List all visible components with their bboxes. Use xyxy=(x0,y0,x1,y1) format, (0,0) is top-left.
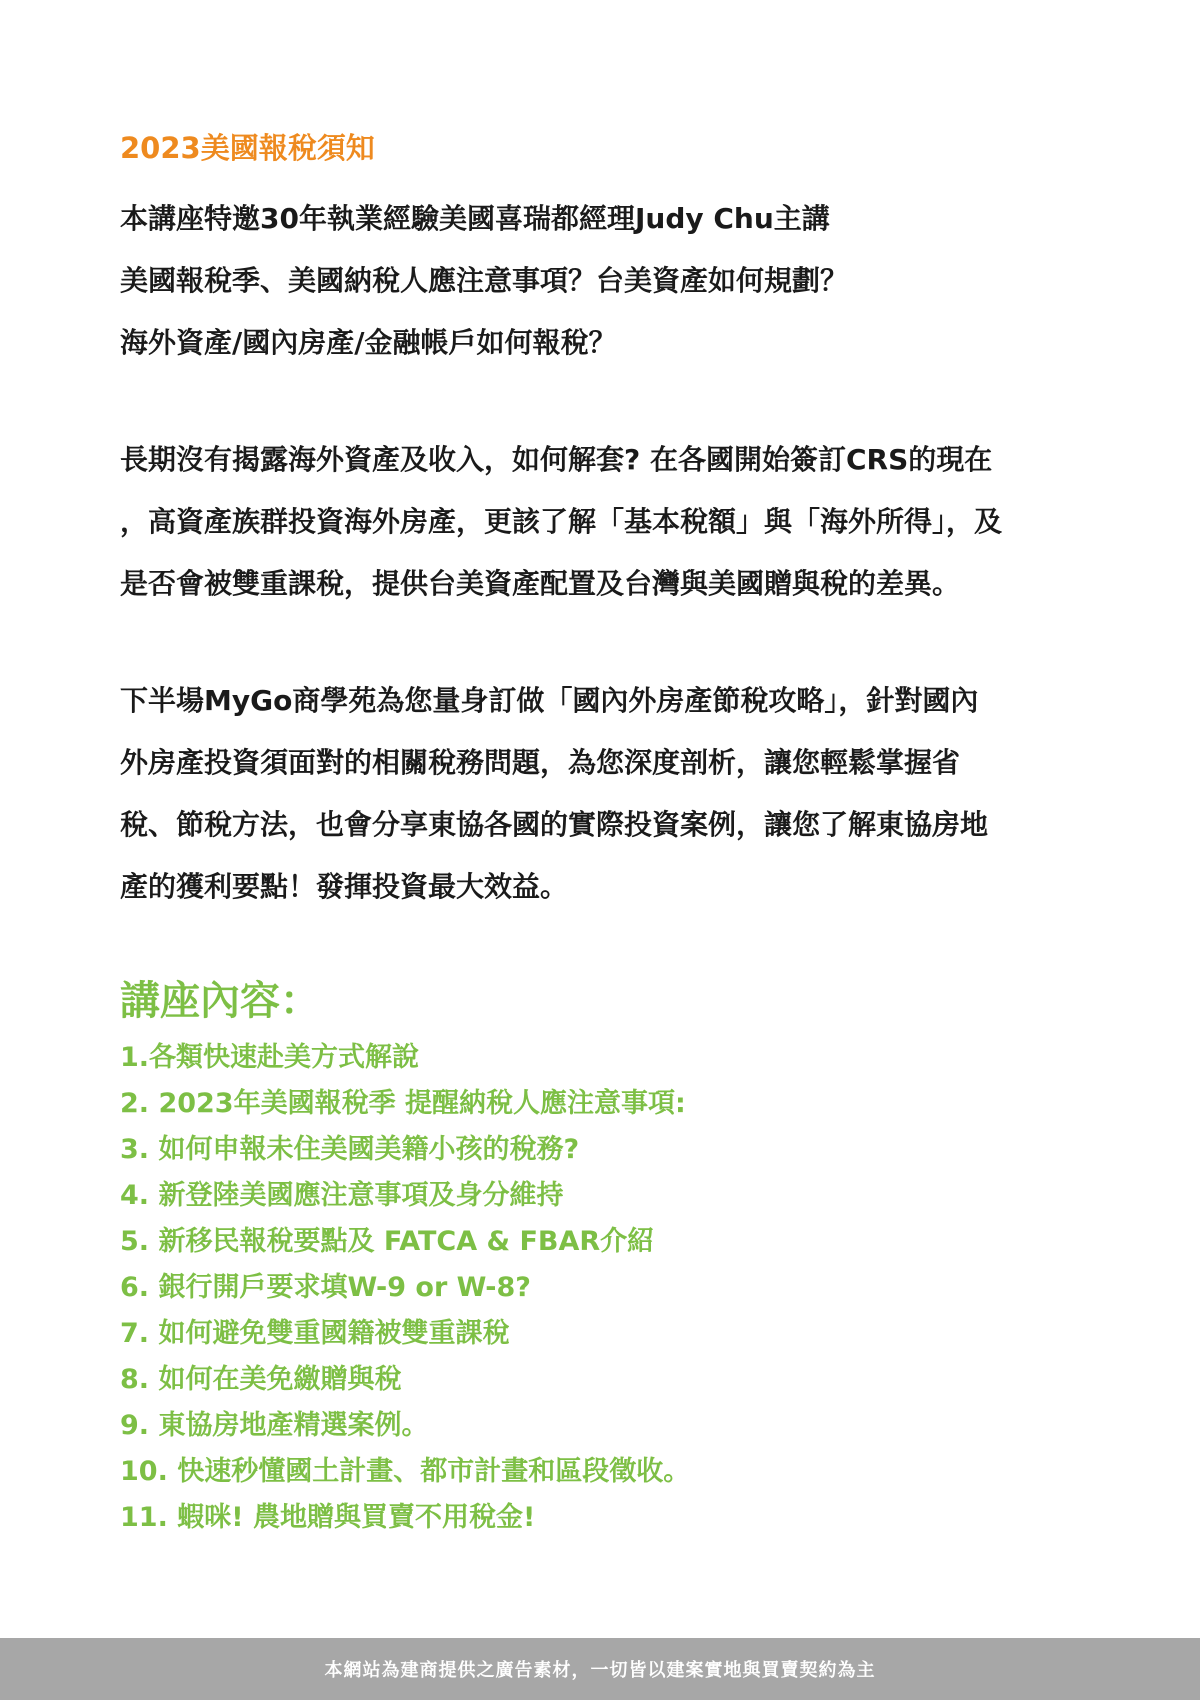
paragraph-line: 外房產投資須面對的相關稅務問題，為您深度剖析，讓您輕鬆掌握省 xyxy=(120,746,961,779)
intro-line: 本講座特邀30年執業經驗美國喜瑞都經理Judy Chu主講 xyxy=(120,202,830,235)
agenda-item: 10. 快速秒懂國土計畫、都市計畫和區段徵收。 xyxy=(120,1456,691,1487)
agenda-item: 9. 東協房地產精選案例。 xyxy=(120,1410,429,1441)
agenda-item: 4. 新登陸美國應注意事項及身分維持 xyxy=(120,1180,564,1211)
paragraph-second-half xyxy=(120,670,1080,918)
agenda-list xyxy=(120,1035,1080,1541)
intro-line: 海外資產/國內房產/金融帳戶如何報稅？ xyxy=(120,326,617,359)
disclaimer-text: 本網站為建商提供之廣告素材，一切皆以建案實地與買賣契約為主 xyxy=(324,1660,876,1681)
agenda-item: 8. 如何在美免繳贈與稅 xyxy=(120,1364,402,1395)
paragraph-line: 稅、節稅方法，也會分享東協各國的實際投資案例，讓您了解東協房地 xyxy=(120,808,989,841)
event-title: 2023美國報稅須知 xyxy=(120,131,375,165)
article-content xyxy=(120,128,1080,1541)
paragraph-offshore-assets xyxy=(120,429,1080,615)
agenda-item: 5. 新移民報稅要點及 FATCA & FBAR介紹 xyxy=(120,1226,655,1257)
paragraph-line: 產的獲利要點！發揮投資最大效益。 xyxy=(120,870,569,903)
intro-block xyxy=(120,188,1080,374)
agenda-item: 11. 蝦咪! 農地贈與買賣不用稅金! xyxy=(120,1502,536,1533)
agenda-heading: 講座內容： xyxy=(120,978,320,1024)
paragraph-line: 長期沒有揭露海外資產及收入，如何解套? 在各國開始簽訂CRS的現在 xyxy=(120,443,993,476)
paragraph-line: 下半場MyGo商學苑為您量身訂做「國內外房產節稅攻略」，針對國內 xyxy=(120,684,979,717)
disclaimer-footer xyxy=(0,1638,1200,1700)
paragraph-line: ，高資產族群投資海外房產，更該了解「基本稅額」與「海外所得」，及 xyxy=(120,505,1003,538)
agenda-item: 1.各類快速赴美方式解說 xyxy=(120,1042,420,1073)
agenda-item: 3. 如何申報未住美國美籍小孩的稅務? xyxy=(120,1134,580,1165)
agenda-item: 2. 2023年美國報稅季 提醒納稅人應注意事項: xyxy=(120,1088,686,1119)
agenda-item: 6. 銀行開戶要求填W-9 or W-8? xyxy=(120,1272,531,1303)
paragraph-line: 是否會被雙重課稅，提供台美資產配置及台灣與美國贈與稅的差異。 xyxy=(120,567,961,600)
agenda-item: 7. 如何避免雙重國籍被雙重課稅 xyxy=(120,1318,510,1349)
intro-line: 美國報稅季、美國納稅人應注意事項？台美資產如何規劃？ xyxy=(120,264,849,297)
